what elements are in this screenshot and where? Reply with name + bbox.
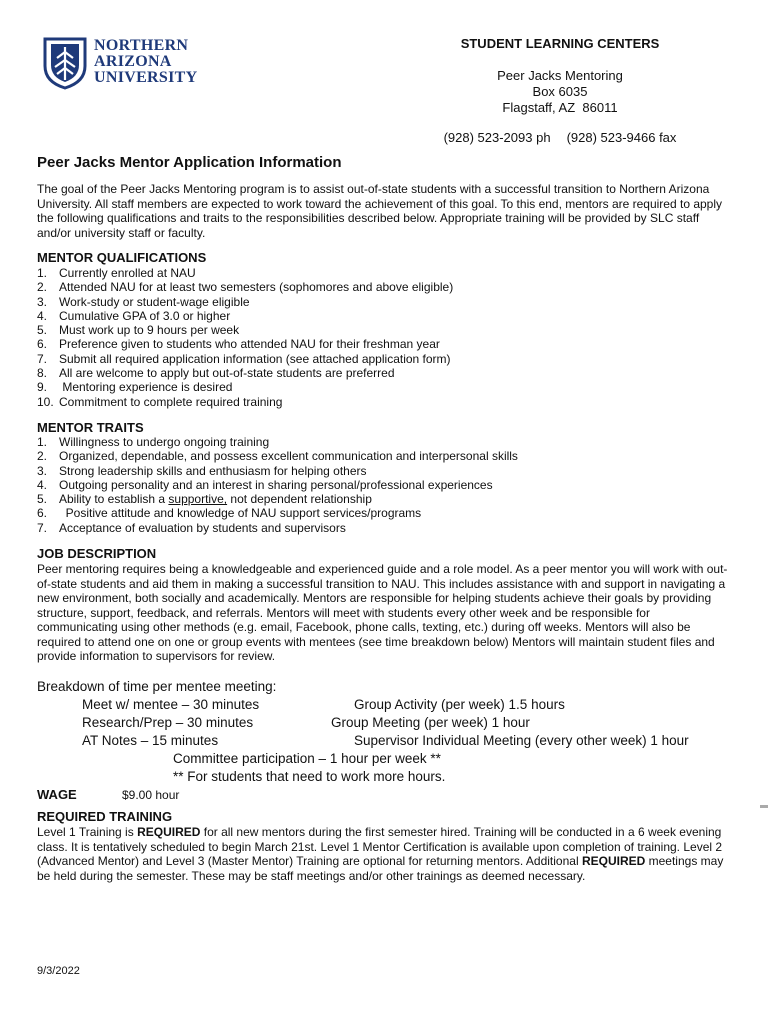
list-number: 2. <box>37 449 48 464</box>
list-number: 10. <box>37 394 54 409</box>
list-item-text: Submit all required application information (see attached application form) <box>59 351 451 366</box>
list-item-text: Ability to establish a <box>59 492 169 507</box>
list-item-text: Commitment to complete required training <box>59 394 283 409</box>
list-item <box>37 266 727 280</box>
list-number: 4. <box>37 308 48 323</box>
training-text-part: Level 1 Training is <box>37 825 138 839</box>
page-title: Peer Jacks Mentor Application Information <box>37 154 342 171</box>
list-number: 7. <box>37 520 48 535</box>
footer-date: 9/3/2022 <box>37 965 80 977</box>
list-item <box>37 337 727 351</box>
list-item-text: Work-study or student-wage eligible <box>59 294 250 309</box>
breakdown-row <box>37 732 737 750</box>
training-text <box>37 825 730 883</box>
list-number: 3. <box>37 463 48 478</box>
qualifications-list <box>37 266 727 409</box>
list-item-text: Attended NAU for at least two semesters (sophomores and above eligible) <box>59 280 454 295</box>
address-line-3: Flagstaff, AZ 86011 <box>502 100 618 115</box>
list-number: 8. <box>37 366 48 381</box>
breakdown-right-item: Group Meeting (per week) 1 hour <box>331 715 530 730</box>
list-item <box>37 521 727 535</box>
list-number: 7. <box>37 351 48 366</box>
training-title: REQUIRED TRAINING <box>37 809 173 824</box>
list-item-text: All are welcome to apply but out-of-state students are preferred <box>59 366 395 381</box>
breakdown-left-item: AT Notes – 15 minutes <box>82 733 219 748</box>
underlined-word: supportive, <box>168 492 228 507</box>
logo-line-3: UNIVERSITY <box>94 69 198 86</box>
list-number: 3. <box>37 294 48 309</box>
list-item <box>37 478 727 492</box>
list-number: 1. <box>37 435 48 449</box>
university-logo <box>42 36 212 92</box>
breakdown-right-item: Group Activity (per week) 1.5 hours <box>354 697 565 712</box>
breakdown-row <box>37 750 737 768</box>
list-number: 6. <box>37 337 48 352</box>
training-required-emphasis: REQUIRED <box>137 825 201 839</box>
list-item-text: Strong leadership skills and enthusiasm for helping others <box>59 463 367 478</box>
traits-list <box>37 435 727 535</box>
breakdown-heading: Breakdown of time per mentee meeting: <box>37 679 277 694</box>
intro-paragraph: The goal of the Peer Jacks Mentoring program is to assist out-of-state students with a successful transition to Northern Arizona University. All staff members are expected to work toward the achievement of this goal. To this end, mentors are required to apply the following qualifications and traits to the responsibilities described below. Appropriate training will be provided by SLC staff and/or university staff or faculty. <box>37 182 723 240</box>
list-item-text: Positive attitude and knowledge of NAU support services/programs <box>59 506 422 521</box>
list-item-text: Preference given to students who attended NAU for their freshman year <box>59 337 440 352</box>
time-breakdown <box>37 678 737 786</box>
wage-line <box>37 787 179 802</box>
list-item <box>37 366 727 380</box>
list-item <box>37 380 727 394</box>
letterhead <box>420 36 700 146</box>
contact-line <box>420 130 700 146</box>
list-item-text: Mentoring experience is desired <box>59 380 233 395</box>
address-line-1: Peer Jacks Mentoring <box>497 68 623 83</box>
list-item <box>37 280 727 294</box>
list-item-text: Outgoing personality and an interest in sharing personal/professional experiences <box>59 477 493 492</box>
list-number: 1. <box>37 266 48 280</box>
logo-line-2: ARIZONA <box>94 53 172 70</box>
logo-wordmark <box>94 38 197 86</box>
list-item <box>37 464 727 478</box>
phone-number: (928) 523-2093 ph <box>443 130 551 145</box>
letterhead-title: STUDENT LEARNING CENTERS <box>460 36 660 51</box>
traits-title: MENTOR TRAITS <box>37 420 144 435</box>
list-item <box>37 309 727 323</box>
edge-mark <box>760 805 768 808</box>
list-item <box>37 295 727 309</box>
list-item <box>37 449 727 463</box>
breakdown-row <box>37 696 737 714</box>
list-item <box>37 323 727 337</box>
wage-label: WAGE <box>37 787 77 802</box>
wage-value: $9.00 hour <box>122 788 180 802</box>
list-item <box>37 352 727 366</box>
list-number: 9. <box>37 380 48 395</box>
list-number: 5. <box>37 492 48 507</box>
breakdown-note: ** For students that need to work more hours. <box>173 769 446 784</box>
list-number: 4. <box>37 477 48 492</box>
list-item-text: Cumulative GPA of 3.0 or higher <box>59 308 231 323</box>
fax-number: (928) 523-9466 fax <box>566 130 677 145</box>
list-item <box>37 506 727 520</box>
nau-emblem-icon <box>42 36 88 90</box>
list-item <box>37 395 727 409</box>
list-item-text: Organized, dependable, and possess excellent communication and interpersonal skills <box>59 449 518 464</box>
list-item-text: Acceptance of evaluation by students and supervisors <box>59 520 346 535</box>
list-item <box>37 492 727 506</box>
job-description-text: Peer mentoring requires being a knowledgeable and experienced guide and a role model. As a peer mentor you will work with out-of-state students and aid them in making a successful transition to NAU. This includes assistance with and support in navigating a new environment, both socially and academically. Mentors are responsible for helping students achieve their goals by providing structure, support, feedback, and referrals. Mentors will meet with students every other week and be responsible for communicating using other methods (e.g. email, Facebook, phone calls, texting, etc.) during off weeks. Mentors will also be required to attend one on one or group events with mentees (see time breakdown below) Mentors will maintain student files and provide information to supervisors for review. <box>37 562 728 663</box>
list-number: 5. <box>37 323 48 338</box>
list-number: 2. <box>37 280 48 295</box>
list-item-text: Currently enrolled at NAU <box>59 266 196 280</box>
breakdown-row <box>37 768 737 786</box>
training-text-part: for all new mentors during the first semester hired. Training will be conducted in a 6 week evening class. It is tentatively scheduled to begin March 21st. Level 1 Mentor Certification is available upon completion of training. Level 2 (Advanced Mentor) and Level 3 (Master Mentor) Training are optional for returning mentors. Additional <box>37 825 723 868</box>
list-number: 6. <box>37 506 48 521</box>
breakdown-left-item: Research/Prep – 30 minutes <box>82 715 254 730</box>
breakdown-left-item: Meet w/ mentee – 30 minutes <box>82 697 260 712</box>
committee-participation: Committee participation – 1 hour per week ** <box>173 751 441 766</box>
list-item <box>37 435 727 449</box>
job-description-title: JOB DESCRIPTION <box>37 546 157 561</box>
logo-line-1: NORTHERN <box>94 37 189 54</box>
training-required-emphasis: REQUIRED <box>581 854 646 868</box>
qualifications-title: MENTOR QUALIFICATIONS <box>37 250 207 265</box>
list-item-text: Willingness to undergo ongoing training <box>59 435 270 449</box>
breakdown-row <box>37 714 737 732</box>
list-item-text: Must work up to 9 hours per week <box>59 323 240 338</box>
training-text-part: meetings may be held during the semester. These may be staff meetings and/or other trainings as deemed necessary. <box>37 854 724 883</box>
address-line-2: Box 6035 <box>532 84 588 99</box>
list-item-text-rest: not dependent relationship <box>227 492 372 507</box>
breakdown-right-item: Supervisor Individual Meeting (every other week) 1 hour <box>354 733 689 748</box>
